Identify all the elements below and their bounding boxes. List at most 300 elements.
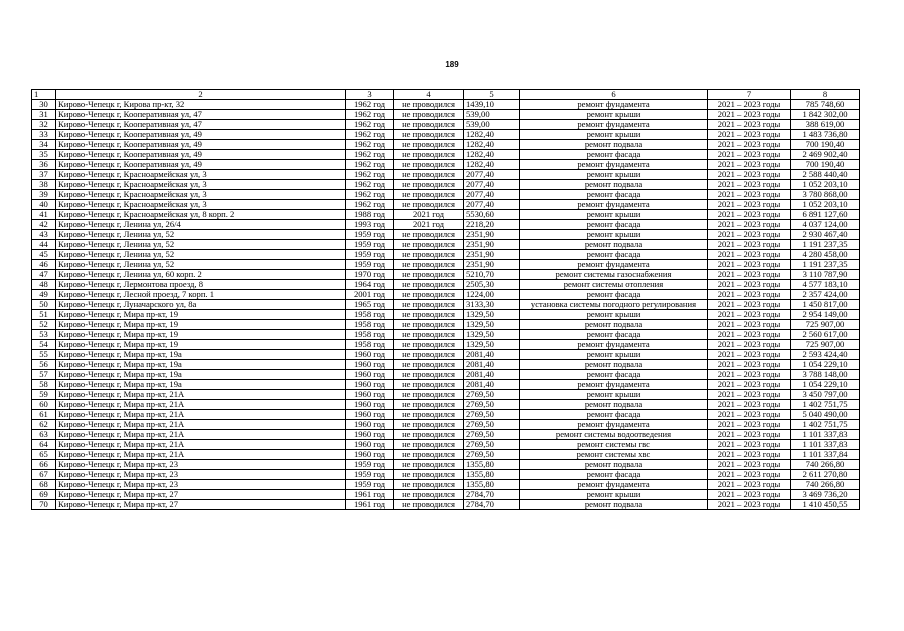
work-type-cell: ремонт фасада — [520, 250, 708, 260]
table-row — [32, 200, 860, 210]
area-cell: 3133,30 — [464, 300, 520, 310]
work-type-cell: ремонт крыши — [520, 350, 708, 360]
table-row — [32, 220, 860, 230]
column-header: 5 — [464, 90, 520, 100]
year-built-cell: 1959 год — [346, 230, 394, 240]
period-cell: 2021 – 2023 годы — [708, 120, 791, 130]
table-row — [32, 140, 860, 150]
table-row — [32, 170, 860, 180]
area-cell: 2081,40 — [464, 380, 520, 390]
work-type-cell: ремонт фасада — [520, 290, 708, 300]
last-repair-cell: не проводился — [394, 400, 464, 410]
period-cell: 2021 – 2023 годы — [708, 450, 791, 460]
address-cell: Кирово-Чепецк г, Красноармейская ул, 3 — [56, 170, 346, 180]
address-cell: Кирово-Чепецк г, Ленина ул, 52 — [56, 250, 346, 260]
work-type-cell: ремонт подвала — [520, 180, 708, 190]
column-header: 8 — [791, 90, 860, 100]
work-type-cell: ремонт фундамента — [520, 200, 708, 210]
period-cell: 2021 – 2023 годы — [708, 170, 791, 180]
cost-cell: 3 450 797,00 — [791, 390, 860, 400]
address-cell: Кирово-Чепецк г, Мира пр-кт, 23 — [56, 470, 346, 480]
period-cell: 2021 – 2023 годы — [708, 440, 791, 450]
row-number-cell: 34 — [32, 140, 56, 150]
year-built-cell: 1962 год — [346, 160, 394, 170]
last-repair-cell: не проводился — [394, 240, 464, 250]
last-repair-cell: не проводился — [394, 450, 464, 460]
year-built-cell: 2001 год — [346, 290, 394, 300]
area-cell: 2081,40 — [464, 360, 520, 370]
row-number-cell: 45 — [32, 250, 56, 260]
address-cell: Кирово-Чепецк г, Лесной проезд, 7 корп. 1 — [56, 290, 346, 300]
column-header: 7 — [708, 90, 791, 100]
work-type-cell: ремонт подвала — [520, 460, 708, 470]
year-built-cell: 1960 год — [346, 450, 394, 460]
period-cell: 2021 – 2023 годы — [708, 220, 791, 230]
table-row — [32, 100, 860, 110]
area-cell: 2351,90 — [464, 250, 520, 260]
year-built-cell: 1962 год — [346, 140, 394, 150]
year-built-cell: 1960 год — [346, 440, 394, 450]
table-row — [32, 340, 860, 350]
work-type-cell: ремонт фасада — [520, 150, 708, 160]
address-cell: Кирово-Чепецк г, Кооперативная ул, 47 — [56, 110, 346, 120]
last-repair-cell: не проводился — [394, 430, 464, 440]
year-built-cell: 1962 год — [346, 170, 394, 180]
table-row — [32, 260, 860, 270]
address-cell: Кирово-Чепецк г, Лермонтова проезд, 8 — [56, 280, 346, 290]
period-cell: 2021 – 2023 годы — [708, 480, 791, 490]
table-row — [32, 390, 860, 400]
row-number-cell: 39 — [32, 190, 56, 200]
area-cell: 2081,40 — [464, 370, 520, 380]
row-number-cell: 49 — [32, 290, 56, 300]
row-number-cell: 60 — [32, 400, 56, 410]
work-type-cell: ремонт фасада — [520, 470, 708, 480]
year-built-cell: 1959 год — [346, 480, 394, 490]
area-cell: 2351,90 — [464, 230, 520, 240]
year-built-cell: 1962 год — [346, 100, 394, 110]
work-type-cell: ремонт крыши — [520, 130, 708, 140]
row-number-cell: 47 — [32, 270, 56, 280]
cost-cell: 3 780 868,00 — [791, 190, 860, 200]
table-row — [32, 420, 860, 430]
table-row — [32, 490, 860, 500]
last-repair-cell: не проводился — [394, 440, 464, 450]
period-cell: 2021 – 2023 годы — [708, 370, 791, 380]
area-cell: 2769,50 — [464, 430, 520, 440]
table-row — [32, 370, 860, 380]
last-repair-cell: не проводился — [394, 160, 464, 170]
last-repair-cell: не проводился — [394, 320, 464, 330]
area-cell: 1282,40 — [464, 160, 520, 170]
period-cell: 2021 – 2023 годы — [708, 130, 791, 140]
cost-cell: 2 954 149,00 — [791, 310, 860, 320]
address-cell: Кирово-Чепецк г, Мира пр-кт, 19 — [56, 330, 346, 340]
period-cell: 2021 – 2023 годы — [708, 270, 791, 280]
row-number-cell: 35 — [32, 150, 56, 160]
row-number-cell: 56 — [32, 360, 56, 370]
period-cell: 2021 – 2023 годы — [708, 380, 791, 390]
work-type-cell: установка системы погодного регулирования — [520, 300, 708, 310]
table-row — [32, 280, 860, 290]
cost-cell: 4 037 124,00 — [791, 220, 860, 230]
row-number-cell: 52 — [32, 320, 56, 330]
cost-cell: 5 040 490,00 — [791, 410, 860, 420]
year-built-cell: 1964 год — [346, 280, 394, 290]
work-type-cell: ремонт подвала — [520, 360, 708, 370]
cost-cell: 2 593 424,40 — [791, 350, 860, 360]
work-type-cell: ремонт системы отопления — [520, 280, 708, 290]
table-row — [32, 190, 860, 200]
work-type-cell: ремонт крыши — [520, 170, 708, 180]
period-cell: 2021 – 2023 годы — [708, 420, 791, 430]
last-repair-cell: не проводился — [394, 480, 464, 490]
area-cell: 1355,80 — [464, 480, 520, 490]
period-cell: 2021 – 2023 годы — [708, 400, 791, 410]
work-type-cell: ремонт фасада — [520, 220, 708, 230]
column-header: 4 — [394, 90, 464, 100]
year-built-cell: 1960 год — [346, 400, 394, 410]
work-type-cell: ремонт подвала — [520, 400, 708, 410]
row-number-cell: 51 — [32, 310, 56, 320]
last-repair-cell: не проводился — [394, 460, 464, 470]
work-type-cell: ремонт фундамента — [520, 160, 708, 170]
table-row — [32, 180, 860, 190]
repair-program-table — [31, 89, 860, 510]
last-repair-cell: не проводился — [394, 250, 464, 260]
year-built-cell: 1962 год — [346, 150, 394, 160]
row-number-cell: 40 — [32, 200, 56, 210]
cost-cell: 785 748,60 — [791, 100, 860, 110]
cost-cell: 4 280 458,00 — [791, 250, 860, 260]
area-cell: 2077,40 — [464, 190, 520, 200]
row-number-cell: 50 — [32, 300, 56, 310]
cost-cell: 3 469 736,20 — [791, 490, 860, 500]
area-cell: 2769,50 — [464, 400, 520, 410]
work-type-cell: ремонт фасада — [520, 330, 708, 340]
cost-cell: 1 402 751,75 — [791, 400, 860, 410]
row-number-cell: 31 — [32, 110, 56, 120]
last-repair-cell: не проводился — [394, 310, 464, 320]
last-repair-cell: не проводился — [394, 490, 464, 500]
address-cell: Кирово-Чепецк г, Красноармейская ул, 3 — [56, 190, 346, 200]
last-repair-cell: не проводился — [394, 420, 464, 430]
last-repair-cell: не проводился — [394, 130, 464, 140]
cost-cell: 2 611 270,80 — [791, 470, 860, 480]
area-cell: 2769,50 — [464, 450, 520, 460]
period-cell: 2021 – 2023 годы — [708, 360, 791, 370]
year-built-cell: 1961 год — [346, 490, 394, 500]
area-cell: 539,00 — [464, 110, 520, 120]
address-cell: Кирово-Чепецк г, Кооперативная ул, 49 — [56, 160, 346, 170]
cost-cell: 1 410 450,55 — [791, 500, 860, 510]
cost-cell: 1 101 337,83 — [791, 430, 860, 440]
address-cell: Кирово-Чепецк г, Мира пр-кт, 27 — [56, 500, 346, 510]
table-row — [32, 430, 860, 440]
row-number-cell: 68 — [32, 480, 56, 490]
row-number-cell: 42 — [32, 220, 56, 230]
area-cell: 1439,10 — [464, 100, 520, 110]
period-cell: 2021 – 2023 годы — [708, 280, 791, 290]
address-cell: Кирово-Чепецк г, Мира пр-кт, 21А — [56, 420, 346, 430]
last-repair-cell: не проводился — [394, 170, 464, 180]
year-built-cell: 1959 год — [346, 460, 394, 470]
year-built-cell: 1961 год — [346, 500, 394, 510]
column-header: 3 — [346, 90, 394, 100]
address-cell: Кирово-Чепецк г, Мира пр-кт, 23 — [56, 480, 346, 490]
address-cell: Кирово-Чепецк г, Красноармейская ул, 8 корп. 2 — [56, 210, 346, 220]
period-cell: 2021 – 2023 годы — [708, 490, 791, 500]
period-cell: 2021 – 2023 годы — [708, 110, 791, 120]
work-type-cell: ремонт фундамента — [520, 420, 708, 430]
year-built-cell: 1958 год — [346, 320, 394, 330]
year-built-cell: 1960 год — [346, 370, 394, 380]
work-type-cell: ремонт фундамента — [520, 120, 708, 130]
year-built-cell: 1962 год — [346, 120, 394, 130]
area-cell: 2769,50 — [464, 410, 520, 420]
table-row — [32, 450, 860, 460]
table-row — [32, 410, 860, 420]
last-repair-cell: не проводился — [394, 350, 464, 360]
row-number-cell: 64 — [32, 440, 56, 450]
year-built-cell: 1959 год — [346, 260, 394, 270]
row-number-cell: 33 — [32, 130, 56, 140]
address-cell: Кирово-Чепецк г, Мира пр-кт, 21А — [56, 450, 346, 460]
table-row — [32, 210, 860, 220]
period-cell: 2021 – 2023 годы — [708, 210, 791, 220]
cost-cell: 1 402 751,75 — [791, 420, 860, 430]
cost-cell: 1 483 736,80 — [791, 130, 860, 140]
column-header: 2 — [56, 90, 346, 100]
cost-cell: 700 190,40 — [791, 160, 860, 170]
work-type-cell: ремонт фундамента — [520, 380, 708, 390]
last-repair-cell: не проводился — [394, 190, 464, 200]
period-cell: 2021 – 2023 годы — [708, 250, 791, 260]
last-repair-cell: не проводился — [394, 380, 464, 390]
cost-cell: 1 450 817,00 — [791, 300, 860, 310]
last-repair-cell: не проводился — [394, 100, 464, 110]
cost-cell: 725 907,00 — [791, 340, 860, 350]
work-type-cell: ремонт подвала — [520, 140, 708, 150]
cost-cell: 2 469 902,40 — [791, 150, 860, 160]
address-cell: Кирово-Чепецк г, Кооперативная ул, 47 — [56, 120, 346, 130]
address-cell: Кирово-Чепецк г, Кооперативная ул, 49 — [56, 140, 346, 150]
period-cell: 2021 – 2023 годы — [708, 330, 791, 340]
area-cell: 2784,70 — [464, 490, 520, 500]
table-row — [32, 480, 860, 490]
row-number-cell: 63 — [32, 430, 56, 440]
last-repair-cell: не проводился — [394, 360, 464, 370]
cost-cell: 1 052 203,10 — [791, 200, 860, 210]
address-cell: Кирово-Чепецк г, Мира пр-кт, 19 — [56, 340, 346, 350]
table-row — [32, 110, 860, 120]
area-cell: 2077,40 — [464, 170, 520, 180]
work-type-cell: ремонт системы водоотведения — [520, 430, 708, 440]
last-repair-cell: 2021 год — [394, 210, 464, 220]
area-cell: 1282,40 — [464, 130, 520, 140]
year-built-cell: 1960 год — [346, 390, 394, 400]
row-number-cell: 57 — [32, 370, 56, 380]
area-cell: 1329,50 — [464, 320, 520, 330]
address-cell: Кирово-Чепецк г, Луначарского ул, 8а — [56, 300, 346, 310]
area-cell: 2077,40 — [464, 180, 520, 190]
cost-cell: 4 577 183,10 — [791, 280, 860, 290]
column-header: 6 — [520, 90, 708, 100]
address-cell: Кирово-Чепецк г, Красноармейская ул, 3 — [56, 200, 346, 210]
period-cell: 2021 – 2023 годы — [708, 390, 791, 400]
last-repair-cell: не проводился — [394, 370, 464, 380]
work-type-cell: ремонт фундамента — [520, 340, 708, 350]
address-cell: Кирово-Чепецк г, Ленина ул, 60 корп. 2 — [56, 270, 346, 280]
area-cell: 2769,50 — [464, 420, 520, 430]
table-row — [32, 250, 860, 260]
area-cell: 2351,90 — [464, 260, 520, 270]
address-cell: Кирово-Чепецк г, Мира пр-кт, 19 — [56, 320, 346, 330]
period-cell: 2021 – 2023 годы — [708, 230, 791, 240]
work-type-cell: ремонт крыши — [520, 110, 708, 120]
year-built-cell: 1960 год — [346, 360, 394, 370]
address-cell: Кирово-Чепецк г, Мира пр-кт, 19 — [56, 310, 346, 320]
work-type-cell: ремонт фундамента — [520, 480, 708, 490]
area-cell: 1282,40 — [464, 150, 520, 160]
row-number-cell: 62 — [32, 420, 56, 430]
year-built-cell: 1958 год — [346, 340, 394, 350]
work-type-cell: ремонт фасада — [520, 190, 708, 200]
last-repair-cell: не проводился — [394, 330, 464, 340]
cost-cell: 2 357 424,00 — [791, 290, 860, 300]
last-repair-cell: не проводился — [394, 120, 464, 130]
table-row — [32, 350, 860, 360]
address-cell: Кирово-Чепецк г, Мира пр-кт, 21А — [56, 440, 346, 450]
last-repair-cell: не проводился — [394, 150, 464, 160]
table-row — [32, 230, 860, 240]
address-cell: Кирово-Чепецк г, Мира пр-кт, 21А — [56, 390, 346, 400]
last-repair-cell: 2021 год — [394, 220, 464, 230]
year-built-cell: 1958 год — [346, 310, 394, 320]
row-number-cell: 37 — [32, 170, 56, 180]
work-type-cell: ремонт фасада — [520, 370, 708, 380]
address-cell: Кирово-Чепецк г, Кооперативная ул, 49 — [56, 150, 346, 160]
table-row — [32, 120, 860, 130]
row-number-cell: 48 — [32, 280, 56, 290]
area-cell: 1329,50 — [464, 310, 520, 320]
period-cell: 2021 – 2023 годы — [708, 430, 791, 440]
area-cell: 2077,40 — [464, 200, 520, 210]
address-cell: Кирово-Чепецк г, Ленина ул, 26/4 — [56, 220, 346, 230]
row-number-cell: 36 — [32, 160, 56, 170]
table-row — [32, 460, 860, 470]
work-type-cell: ремонт крыши — [520, 490, 708, 500]
row-number-cell: 41 — [32, 210, 56, 220]
area-cell: 5530,60 — [464, 210, 520, 220]
last-repair-cell: не проводился — [394, 260, 464, 270]
column-header: 1 — [32, 90, 56, 100]
table-row — [32, 500, 860, 510]
year-built-cell: 1958 год — [346, 330, 394, 340]
area-cell: 2081,40 — [464, 350, 520, 360]
cost-cell: 725 907,00 — [791, 320, 860, 330]
last-repair-cell: не проводился — [394, 290, 464, 300]
area-cell: 1355,80 — [464, 460, 520, 470]
period-cell: 2021 – 2023 годы — [708, 500, 791, 510]
year-built-cell: 1962 год — [346, 200, 394, 210]
period-cell: 2021 – 2023 годы — [708, 180, 791, 190]
address-cell: Кирово-Чепецк г, Мира пр-кт, 19а — [56, 380, 346, 390]
cost-cell: 3 110 787,90 — [791, 270, 860, 280]
year-built-cell: 1962 год — [346, 130, 394, 140]
row-number-cell: 30 — [32, 100, 56, 110]
address-cell: Кирово-Чепецк г, Мира пр-кт, 21А — [56, 430, 346, 440]
table-row — [32, 470, 860, 480]
row-number-cell: 65 — [32, 450, 56, 460]
cost-cell: 1 191 237,35 — [791, 260, 860, 270]
last-repair-cell: не проводился — [394, 280, 464, 290]
area-cell: 2769,50 — [464, 440, 520, 450]
address-cell: Кирово-Чепецк г, Мира пр-кт, 19а — [56, 350, 346, 360]
year-built-cell: 1960 год — [346, 350, 394, 360]
last-repair-cell: не проводился — [394, 390, 464, 400]
work-type-cell: ремонт подвала — [520, 320, 708, 330]
cost-cell: 2 560 617,00 — [791, 330, 860, 340]
year-built-cell: 1959 год — [346, 240, 394, 250]
year-built-cell: 1993 год — [346, 220, 394, 230]
row-number-cell: 53 — [32, 330, 56, 340]
period-cell: 2021 – 2023 годы — [708, 100, 791, 110]
year-built-cell: 1970 год — [346, 270, 394, 280]
row-number-cell: 43 — [32, 230, 56, 240]
year-built-cell: 1962 год — [346, 180, 394, 190]
last-repair-cell: не проводился — [394, 270, 464, 280]
year-built-cell: 1960 год — [346, 410, 394, 420]
table-row — [32, 270, 860, 280]
period-cell: 2021 – 2023 годы — [708, 200, 791, 210]
cost-cell: 740 266,80 — [791, 460, 860, 470]
row-number-cell: 59 — [32, 390, 56, 400]
year-built-cell: 1988 год — [346, 210, 394, 220]
area-cell: 2351,90 — [464, 240, 520, 250]
address-cell: Кирово-Чепецк г, Ленина ул, 52 — [56, 230, 346, 240]
period-cell: 2021 – 2023 годы — [708, 300, 791, 310]
period-cell: 2021 – 2023 годы — [708, 320, 791, 330]
row-number-cell: 55 — [32, 350, 56, 360]
page-number: 189 — [445, 60, 459, 69]
row-number-cell: 66 — [32, 460, 56, 470]
area-cell: 2218,20 — [464, 220, 520, 230]
year-built-cell: 1960 год — [346, 420, 394, 430]
cost-cell: 1 842 302,00 — [791, 110, 860, 120]
address-cell: Кирово-Чепецк г, Мира пр-кт, 23 — [56, 460, 346, 470]
table-row — [32, 150, 860, 160]
area-cell: 539,00 — [464, 120, 520, 130]
cost-cell: 1 101 337,83 — [791, 440, 860, 450]
address-cell: Кирово-Чепецк г, Кооперативная ул, 49 — [56, 130, 346, 140]
work-type-cell: ремонт системы хвс — [520, 450, 708, 460]
table-row — [32, 240, 860, 250]
table-row — [32, 160, 860, 170]
work-type-cell: ремонт крыши — [520, 230, 708, 240]
cost-cell: 6 891 127,60 — [791, 210, 860, 220]
cost-cell: 1 052 203,10 — [791, 180, 860, 190]
last-repair-cell: не проводился — [394, 300, 464, 310]
cost-cell: 1 191 237,35 — [791, 240, 860, 250]
table-row — [32, 440, 860, 450]
cost-cell: 1 054 229,10 — [791, 360, 860, 370]
address-cell: Кирово-Чепецк г, Мира пр-кт, 19а — [56, 370, 346, 380]
last-repair-cell: не проводился — [394, 180, 464, 190]
period-cell: 2021 – 2023 годы — [708, 150, 791, 160]
table-row — [32, 290, 860, 300]
cost-cell: 1 054 229,10 — [791, 380, 860, 390]
